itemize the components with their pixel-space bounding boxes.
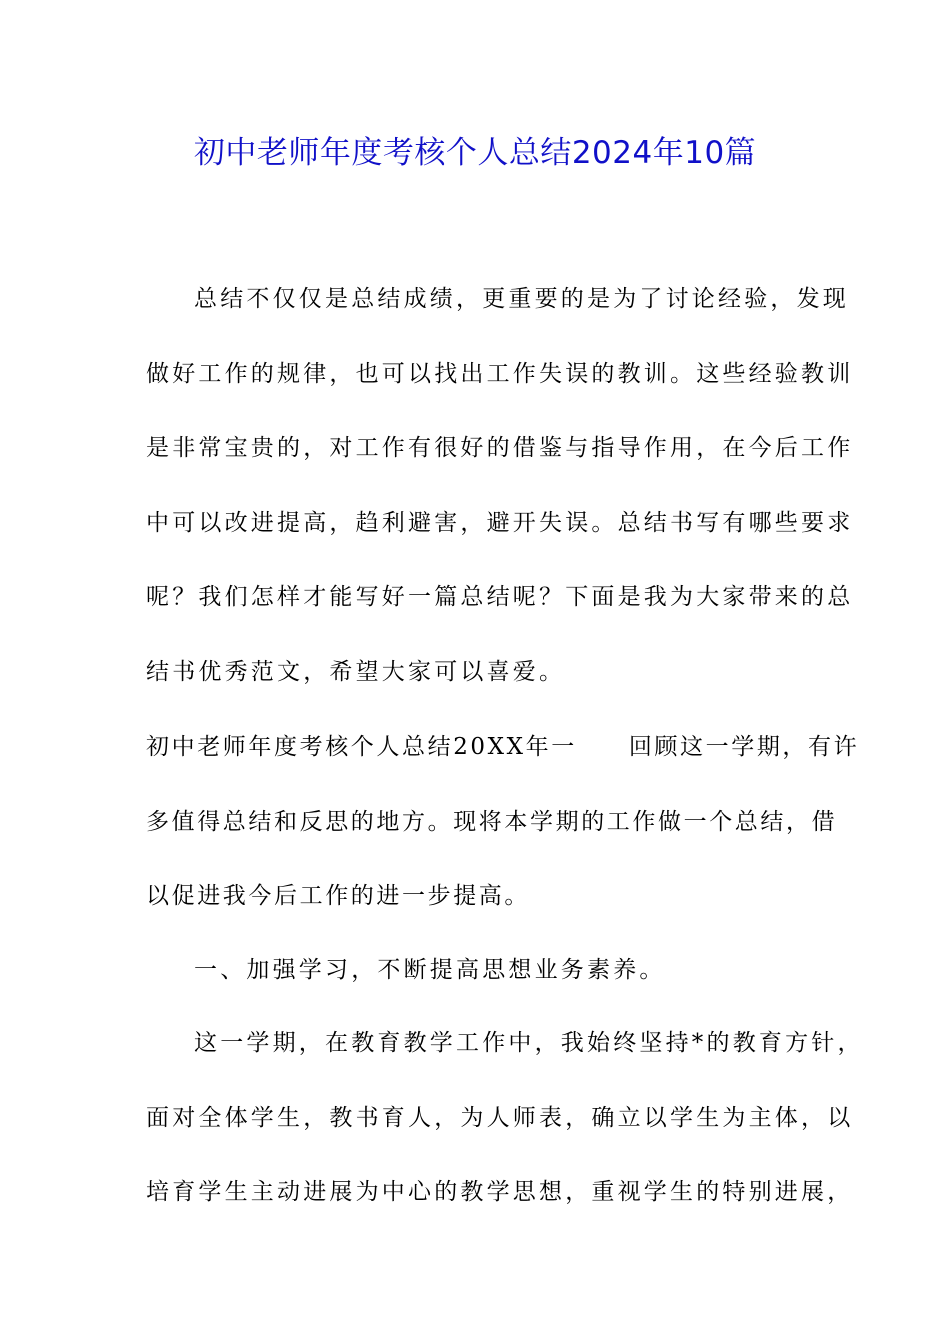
article-paragraph (146, 710, 860, 934)
article-heading: 初中老师年度考核个人总结20XX年一 (146, 734, 577, 760)
intro-line: 呢？我们怎样才能写好一篇总结呢？下面是我为大家带来的总 (146, 584, 854, 610)
section-line: 培育学生主动进展为中心的教学思想，重视学生的特别进展， (146, 1179, 854, 1205)
section-paragraph (146, 1006, 864, 1230)
article-line: 以促进我今后工作的进一步提高。 (146, 883, 530, 909)
intro-line: 是非常宝贵的，对工作有很好的借鉴与指导作用，在今后工作 (146, 435, 854, 461)
intro-line: 做好工作的规律，也可以找出工作失误的教训。这些经验教训 (146, 360, 854, 387)
intro-line: 中可以改进提高，趋利避害，避开失误。总结书写有哪些要求 (146, 509, 854, 536)
article-line: 回顾这一学期，有许 (628, 734, 860, 760)
intro-line: 结书优秀范文，希望大家可以喜爱。 (146, 658, 566, 685)
article-line: 多值得总结和反思的地方。现将本学期的工作做一个总结，借 (146, 808, 838, 835)
section-heading-paragraph (146, 933, 806, 1008)
intro-paragraph (146, 262, 854, 709)
section-heading: 一、加强学习，不断提高思想业务素养。 (194, 957, 666, 983)
document-title: 初中老师年度考核个人总结2024年10篇 (193, 135, 757, 171)
section-line: 这一学期，在教育教学工作中，我始终坚持*的教育方针， (194, 1030, 864, 1056)
intro-line: 总结不仅仅是总结成绩，更重要的是为了讨论经验，发现 (194, 286, 849, 312)
section-line: 面对全体学生，教书育人，为人师表，确立以学生为主体，以 (146, 1104, 854, 1131)
article-first-line (146, 710, 860, 785)
